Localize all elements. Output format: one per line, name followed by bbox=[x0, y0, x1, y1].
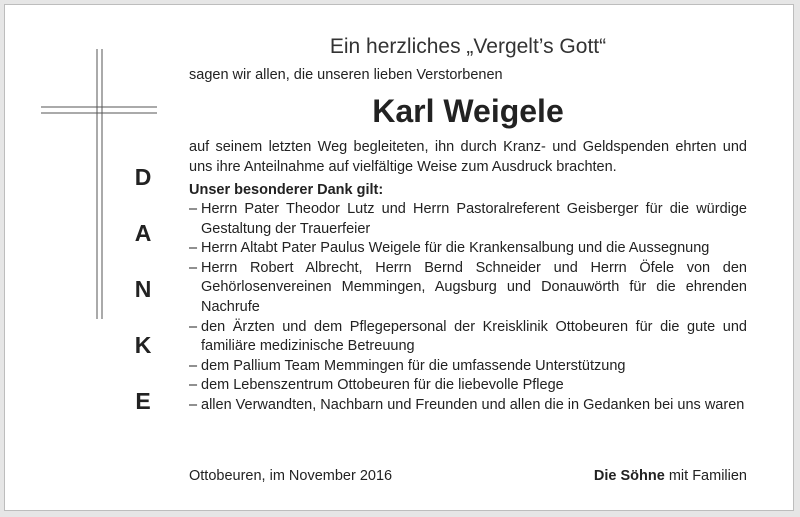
danke-letter: E bbox=[135, 388, 151, 414]
danke-letter: K bbox=[134, 332, 152, 358]
list-item bbox=[189, 357, 747, 377]
list-item bbox=[189, 396, 747, 416]
signature bbox=[594, 466, 747, 486]
list-item-text: dem Lebenszentrum Ottobeuren für die liebevolle Pflege bbox=[201, 377, 564, 394]
dash-bullet: – bbox=[189, 377, 198, 394]
list-item-text: Herrn Pater Theodor Lutz und Herrn Pastoralreferent Geisberger für die würdige Gestaltung der Trauerfeier bbox=[201, 201, 747, 237]
list-item bbox=[189, 259, 747, 318]
list-item-text: dem Pallium Team Memmingen für die umfassende Unterstützung bbox=[201, 357, 626, 374]
thanks-paragraph: auf seinem letzten Weg begleiteten, ihn durch Kranz- und Geldspenden ehrten und uns ihre Anteilnahme auf vielfältige Weise zum Ausdruck brachten. bbox=[189, 139, 747, 175]
dash-bullet: – bbox=[189, 318, 198, 335]
intro-text: sagen wir allen, die unseren lieben Verstorbenen bbox=[189, 67, 503, 83]
obituary-content bbox=[189, 33, 747, 416]
footer bbox=[189, 466, 747, 486]
danke-letter: D bbox=[134, 164, 152, 190]
list-item-text: Herrn Robert Albrecht, Herrn Bernd Schneider und Herrn Öfele von den Gehörlosenvereinen Memmingen, Augsburg und Donauwörth für die ehrenden Nachrufe bbox=[201, 259, 747, 315]
thanks-list bbox=[189, 200, 747, 416]
list-item bbox=[189, 200, 747, 239]
list-item bbox=[189, 239, 747, 259]
signature-rest: mit Familien bbox=[664, 468, 747, 484]
dash-bullet: – bbox=[189, 240, 198, 257]
dash-bullet: – bbox=[189, 201, 198, 217]
danke-vertical bbox=[125, 149, 161, 429]
dash-bullet: – bbox=[189, 396, 198, 413]
danke-letter: A bbox=[134, 220, 152, 246]
special-thanks-heading: Unser besonderer Dank gilt: bbox=[189, 182, 384, 198]
headline: Ein herzliches „Vergelt’s Gott“ bbox=[329, 35, 607, 58]
list-item bbox=[189, 318, 747, 357]
place-date: Ottobeuren, im November 2016 bbox=[189, 468, 393, 484]
list-item-text: den Ärzten und dem Pflegepersonal der Kreisklinik Ottobeuren für die gute und familiäre medizinische Betreuung bbox=[201, 318, 747, 355]
signature-bold: Die Söhne bbox=[593, 468, 665, 484]
deceased-name: Karl Weigele bbox=[372, 93, 564, 129]
list-item-text: allen Verwandten, Nachbarn und Freunden und allen die in Gedanken bei uns waren bbox=[201, 396, 745, 413]
list-item bbox=[189, 376, 747, 396]
danke-letter: N bbox=[134, 276, 152, 302]
dash-bullet: – bbox=[189, 357, 198, 374]
list-item-text: Herrn Altabt Pater Paulus Weigele für die Krankensalbung und die Aussegnung bbox=[201, 240, 710, 257]
dash-bullet: – bbox=[189, 259, 198, 276]
